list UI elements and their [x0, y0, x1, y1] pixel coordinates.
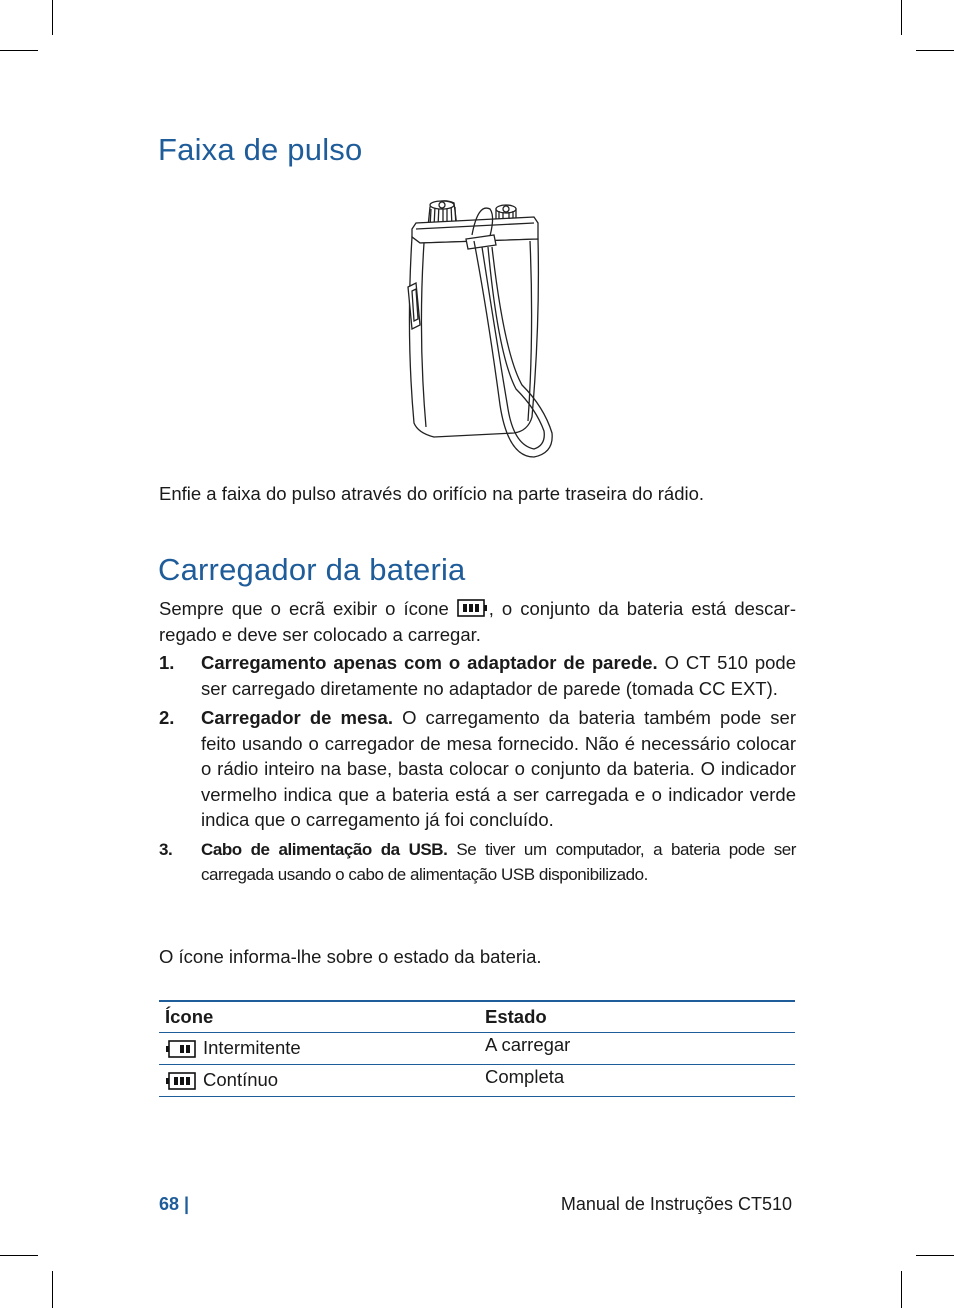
table-header-state: Estado — [485, 1006, 547, 1027]
list-item-heading: Carregador de mesa. — [201, 707, 393, 728]
list-item-heading: Cabo de alimentação da USB. — [201, 839, 448, 859]
table-state-value: Completa — [485, 1066, 565, 1087]
battery-intro-before: Sempre que o ecrã exibir o ícone — [159, 598, 457, 619]
wrist-strap-caption: Enfie a faixa do pulso através do orifício na parte traseira do rádio. — [159, 483, 705, 504]
table-state-value: A carregar — [485, 1034, 571, 1055]
table-row — [159, 1065, 795, 1097]
charging-methods-list — [159, 650, 796, 892]
table-row — [159, 1033, 795, 1065]
crop-mark — [52, 0, 53, 35]
list-item-number: 2. — [159, 707, 175, 728]
section-title-battery-charger: Carregador da bateria — [158, 552, 466, 587]
section-title-wrist-strap: Faixa de pulso — [158, 132, 363, 167]
crop-mark — [0, 1255, 38, 1256]
list-item-number: 3. — [159, 839, 173, 859]
battery-full-icon — [165, 1071, 197, 1091]
page-number: 68 | — [159, 1194, 190, 1214]
crop-mark — [916, 1255, 954, 1256]
table-icon-label: Intermitente — [203, 1037, 301, 1058]
table-header-icon: Ícone — [165, 1006, 214, 1027]
list-item-text: Se tiver um computador, a bateria pode ser carregada usando o cabo de alimentação USB disponibilizado. — [201, 839, 796, 884]
manual-title: Manual de Instruções CT510 — [560, 1194, 792, 1214]
table-header-row — [159, 1000, 795, 1033]
list-item-heading: Carregamento apenas com o adaptador de parede. — [201, 652, 658, 673]
list-item — [159, 837, 796, 888]
battery-status-table — [159, 1000, 795, 1097]
list-item — [159, 650, 796, 701]
list-item-number: 1. — [159, 652, 175, 673]
list-item-text: O CT 510 pode ser carregado diretamente no adaptador de parede (tomada CC EXT). — [201, 652, 796, 699]
list-item — [159, 705, 796, 833]
crop-mark — [916, 50, 954, 51]
battery-status-note: O ícone informa-lhe sobre o estado da bateria. — [159, 946, 542, 967]
table-icon-label: Contínuo — [203, 1069, 279, 1090]
crop-mark — [52, 1271, 53, 1308]
crop-mark — [0, 50, 38, 51]
radio-wrist-strap-illustration — [404, 195, 559, 463]
battery-intro — [159, 596, 796, 647]
battery-intro-after: , o conjunto da bateria está descar-regado e deve ser colocado a carregar. — [159, 598, 797, 645]
crop-mark — [901, 0, 902, 35]
crop-mark — [901, 1271, 902, 1308]
battery-empty-icon — [457, 598, 489, 618]
battery-blinking-icon — [165, 1039, 197, 1059]
list-item-text: O carregamento da bateria também pode ser feito usando o carregador de mesa fornecido. Não é necessário colocar o rádio inteiro na base, basta colocar o conjunto da bateria. O indicador vermelho indica que a bateria está a ser carregada e o indicador verde indica que o carregamento já foi concluído. — [201, 707, 796, 830]
